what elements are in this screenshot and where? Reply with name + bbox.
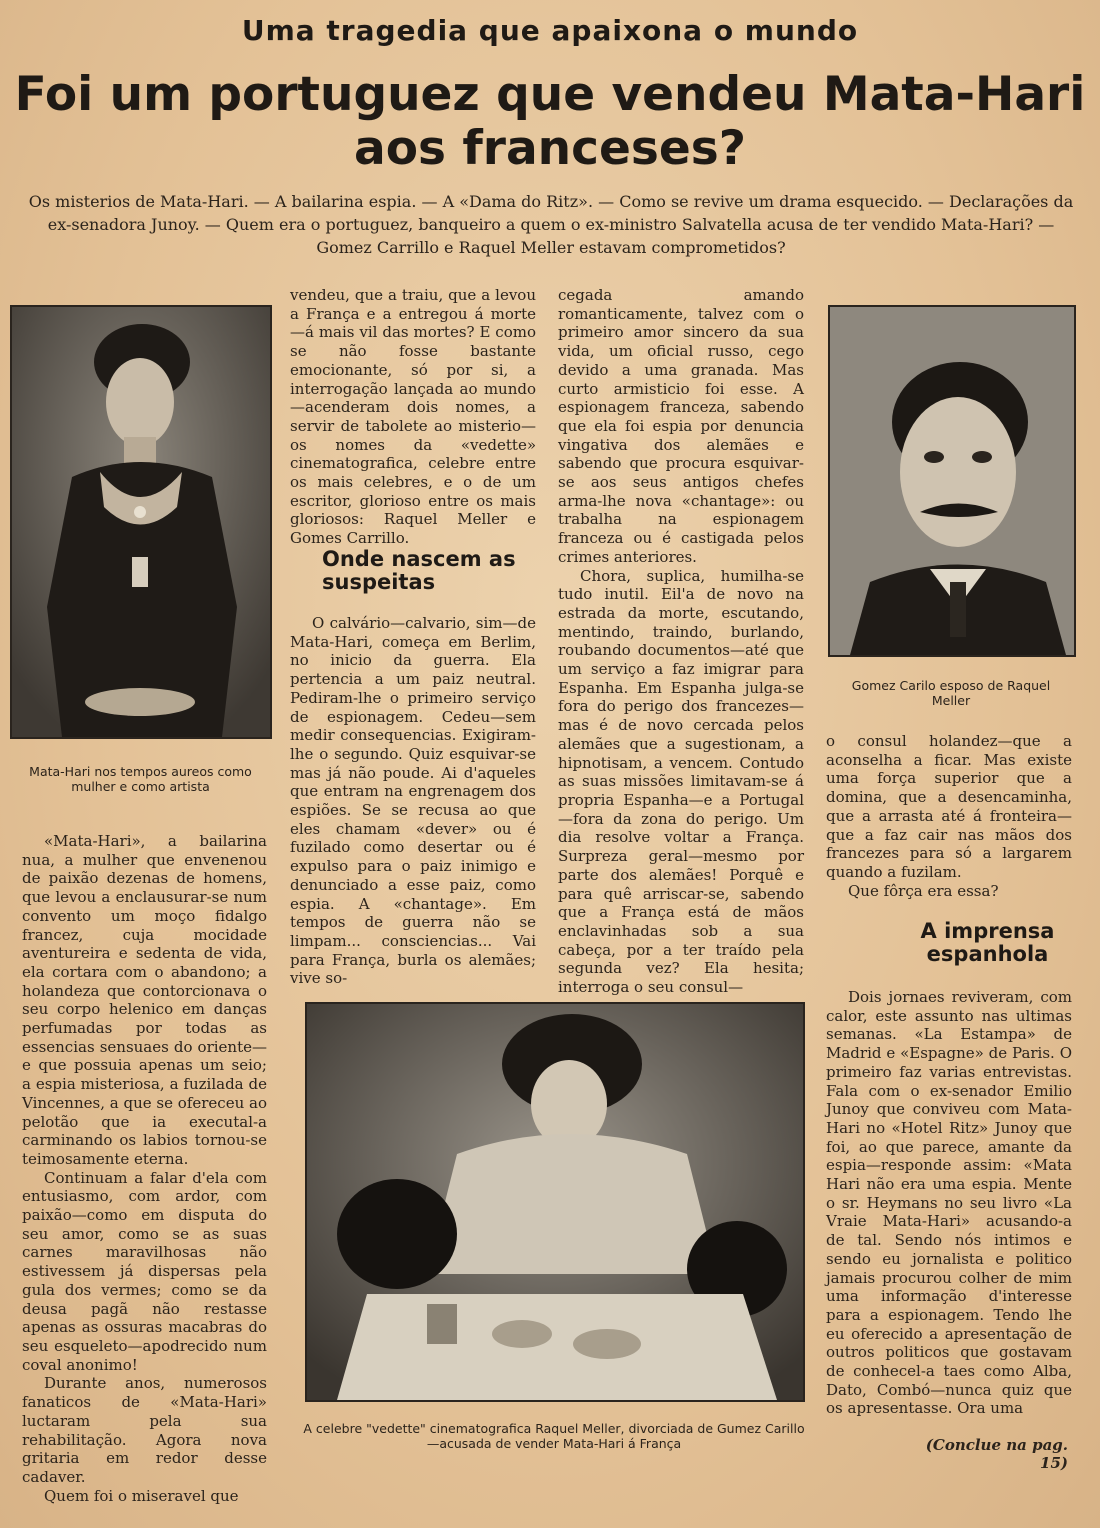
article-column-2b [290,614,536,988]
continuation-note: (Conclue na pag. 15) [925,1436,1068,1472]
article-column-1 [22,832,267,1505]
col3-paragraph-2: Chora, suplica, humilha-se tudo inutil. Eil'a de novo na estrada da morte, escutando, mentindo, traindo, burlando, roubando documentos—até que um serviço a faz imigrar para Espanha. Em Espanha julga-se fora do perigo dos francezes—mas é de novo cercada pelos alemães que a sugestionam, a hipnotisam, a vencem. Contudo as suas missões limitavam-se á propria Espanha—e a Portugal—fora da zona do perigo. Um dia resolve voltar a França. Surpreza geral—mesmo por parte dos alemães! Porquê e para quê arriscar-se, sabendo que a França está de mãos enclavinhadas sob a sua cabeça, por a ter traído pela segunda vez? Ela hesita; interroga o seu consul— [558,566,804,997]
raquel-meller-photo [305,1002,805,1402]
article-column-4 [826,732,1072,900]
raquel-meller-caption: A celebre "vedette" cinematografica Raquel Meller, divorciada de Gumez Carillo—acusada de vender Mata-Hari á França [303,1421,805,1451]
col4-paragraph-3: Dois jornaes reviveram, com calor, este assunto nas ultimas semanas. «La Estampa» de Madrid e «Espagne» de Paris. O primeiro faz varias entrevistas. Fala com o ex-senador Emilio Junoy que conviveu com Mata-Hari no «Hotel Ritz» Junoy que foi, ao que parece, amante da espia—responde assim: «Mata Hari não era uma espia. Mente o sr. Heymans no seu livro «La Vraie Mata-Hari» acusando-a de tal. Sendo nós intimos e sendo eu jornalista e politico jamais procurou colher de mim uma informação d'interesse para a espionagem. Tendo lhe eu oferecido a apresentação de outros politicos que gostavam de conhecel-a taes como Alba, Dato, Combó—nunca quiz que os apresentasse. Ora uma [826,988,1072,1418]
col2-paragraph-1: vendeu, que a traiu, que a levou a França e a entregou á morte—á mais vil das mortes? E como se não fosse bastante emocionante, só por si, a interrogação lançada ao mundo—acenderam dois nomes, a servir de tabolete ao misterio—os nomes da «vedette» cinematografica, celebre entre os mais celebres, e o de um escritor, glorioso entre os mais gloriosos: Raquel Meller e Gomes Carrillo. [290,286,536,548]
col1-paragraph-3: Durante anos, numerosos fanaticos de «Mata-Hari» luctaram pela sua rehabilitação. Agora nova gritaria em redor desse cadaver. [22,1374,267,1486]
mata-hari-caption: Mata-Hari nos tempos aureos como mulher e como artista [29,764,252,794]
raquel-meller-illustration [307,1004,803,1400]
col4-paragraph-1: o consul holandez—que a aconselha a ficar. Mas existe uma força superior que a domina, que a desencaminha, que a arrasta até á fronteira—que a faz cair nas mãos dos francezes para só a largarem quando a fuzilam. [826,732,1072,881]
mata-hari-portrait-illustration [12,307,270,737]
article-column-2 [290,286,536,548]
gomez-carrillo-portrait-illustration [830,307,1074,655]
headline-line-2: aos franceses? [354,121,746,176]
subhead-suspeitas: Onde nascem as suspeitas [322,547,516,594]
mata-hari-photo [10,305,272,739]
kicker-title: Uma tragedia que apaixona o mundo [241,14,859,47]
headline-line-1: Foi um portuguez que vendeu Mata-Hari [14,67,1086,122]
col1-paragraph-1: «Mata-Hari», a bailarina nua, a mulher que envenenou de paixão dezenas de homens, que levou a enclausurar-se num convento um moço fidalgo francez, cuja mocidade aventureira e sedenta de vida, ela cortara com o abandono; a holandeza que contorcionava o seu corpo helenico em danças perfumadas por todas as essencias sensuaes do oriente—e que possuia apenas um seio; a espia misteriosa, a fuzilada de Vincennes, a que se ofereceu ao pelotão que ia executal-a carminando os labios tornou-se teimosamente eterna. [22,832,267,1168]
gomez-carrillo-photo [828,305,1076,657]
col2-paragraph-2: O calvário—calvario, sim—de Mata-Hari, começa em Berlim, no inicio da guerra. Ela pertencia a um paiz neutral. Pediram-lhe o primeiro serviço de espionagem. Cedeu—sem medir consequencias. Exigiram-lhe o segundo. Quiz esquivar-se mas já não poude. Ai d'aqueles que entram na engrenagem dos espiões. Se se recusa ao que eles chamam «dever» ou é fuzilado como desertar ou é expulso para o paiz inimigo e denunciado a esse paiz, como espia. A «chantage». Em tempos de guerra não se limpam... consciencias... Vai para França, burla os alemães; vive so- [290,614,536,988]
article-column-3 [558,286,804,997]
subhead-imprensa-espanhola: A imprensa espanhola [920,919,1055,966]
article-column-4b [826,988,1072,1418]
deck-summary: Os misterios de Mata-Hari. — A bailarina espia. — A «Dama do Ritz». — Como se revive um drama esquecido. — Declarações da ex-senadora Junoy. — Quem era o portuguez, banqueiro a quem o ex-ministro Salvatella acusa de ter vendido Mata-Hari? — Gomez Carrillo e Raquel Meller estavam comprometidos? [28,192,1074,257]
col1-paragraph-4: Quem foi o miseravel que [44,1486,239,1505]
col4-paragraph-2: Que fôrça era essa? [848,881,999,900]
col3-paragraph-1: cegada amando romanticamente, talvez com o primeiro amor sincero da sua vida, um oficial russo, cego devido a uma granada. Mas curto armisticio foi esse. A espionagem franceza, sabendo que ela foi espia por denuncia vingativa dos alemães e sabendo que procura esquivar-se aos seus antigos chefes arma-lhe nova «chantage»: ou trabalha na espionagem franceza ou é castigada pelos crimes anteriores. [558,286,804,566]
gomez-carrillo-caption: Gomez Carilo esposo de Raquel Meller [851,678,1051,708]
col1-paragraph-2: Continuam a falar d'ela com entusiasmo, com ardor, com paixão—como em disputa do seu amor, como se as suas carnes maravilhosas não estivessem já dispersas pela gula dos vermes; como se da deusa pagã não restasse apenas as ossuras macabras do seu esqueleto—apodrecido num coval anonimo! [22,1168,267,1374]
headline [0,68,1100,176]
